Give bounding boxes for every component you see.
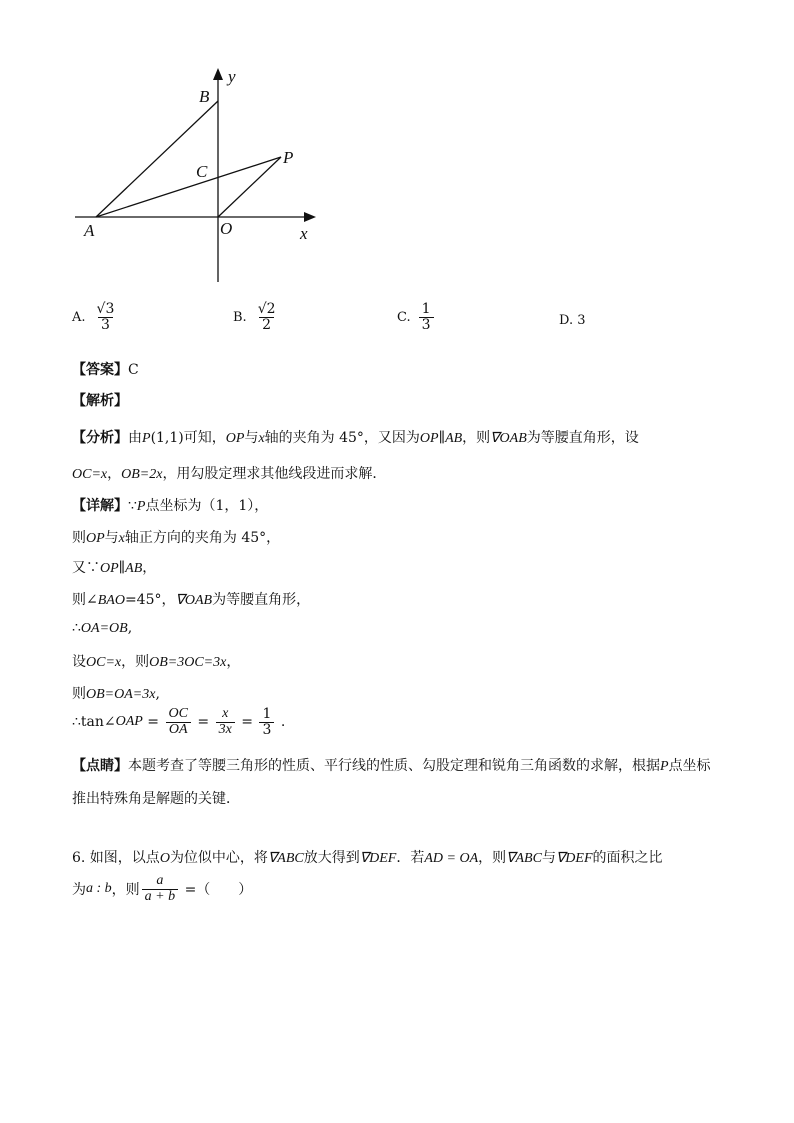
option-c-num: 1 xyxy=(421,301,431,317)
q6-def: ∇DEF xyxy=(359,851,397,866)
detail-line5 xyxy=(72,620,132,637)
label-x: x xyxy=(300,224,308,243)
fenxi-line1 xyxy=(72,427,639,447)
fenxi-t7: 为等腰直角形，设 xyxy=(526,430,639,446)
segment-ap xyxy=(96,157,281,217)
detail-l3-ab: AB xyxy=(125,561,143,576)
fenxi-op: OP xyxy=(225,431,245,446)
fenxi-par: ∥ xyxy=(438,430,446,446)
option-c-fraction xyxy=(419,302,434,332)
detail-l6-t2: ，则 xyxy=(121,654,150,670)
option-b-label: B. xyxy=(233,309,247,325)
frac3-num: 1 xyxy=(262,706,272,722)
fenxi-tri: ∇OAB xyxy=(490,431,527,446)
fenxi-op2: OP xyxy=(419,431,439,446)
detail-l6-ob: OB=3OC=3x xyxy=(149,655,227,670)
detail-l8-oap: OAP xyxy=(115,714,143,730)
analysis-tag: 【解析】 xyxy=(72,393,128,409)
detail-tag: 【详解】 xyxy=(72,498,128,514)
detail-l2-op: OP xyxy=(86,531,105,546)
q6-t3: 放大得到 xyxy=(303,850,360,866)
q6-line2 xyxy=(72,874,252,904)
detail-line7 xyxy=(72,683,160,703)
q6-def2: ∇DEF xyxy=(555,851,593,866)
coordinate-figure xyxy=(70,62,330,287)
q6-l2-t2: ，则 xyxy=(111,882,140,899)
option-a xyxy=(72,302,119,332)
frac2-den: 3x xyxy=(216,722,235,738)
q6-abc2: ∇ABC xyxy=(506,851,542,866)
detail-l2-t2: 与 xyxy=(104,530,119,546)
detail-l7-t1: 则 xyxy=(72,686,86,702)
fenxi-t4: 与 xyxy=(244,430,259,446)
q6-t1: 6. 如图，以点 xyxy=(72,850,160,866)
option-b-den: 2 xyxy=(259,317,274,333)
fenxi-sep: ， xyxy=(107,466,122,482)
detail-l2-t3: 轴正方向的夹角为 45°， xyxy=(124,530,281,546)
frac2-num: x xyxy=(222,706,229,721)
detail-l1-t1: ∵ xyxy=(128,498,137,514)
fenxi-ab: AB xyxy=(445,431,463,446)
fenxi-t6: ，则 xyxy=(462,430,491,446)
option-a-num: √3 xyxy=(96,301,115,317)
option-c-den: 3 xyxy=(419,317,434,333)
detail-l2-x: x xyxy=(118,531,125,546)
detail-l5-t2: , xyxy=(127,620,133,636)
detail-l7-eq: OB=OA=3x xyxy=(86,687,156,702)
detail-l8-frac3 xyxy=(259,707,274,737)
detail-line4 xyxy=(72,589,310,609)
detail-l4-t3: 为等腰直角形， xyxy=(212,592,311,608)
detail-l3-op: OP xyxy=(100,561,119,576)
q6-frac-num: a xyxy=(156,873,164,888)
option-a-den: 3 xyxy=(98,317,113,333)
detail-l6-t3: ， xyxy=(226,654,241,670)
dianjing-line1 xyxy=(72,755,711,775)
frac1-num: OC xyxy=(168,706,188,721)
fenxi-line2 xyxy=(72,463,386,483)
detail-l3-t1: 又∵ xyxy=(72,560,100,576)
segment-ab xyxy=(96,101,218,217)
label-p: P xyxy=(283,148,294,167)
detail-l8-frac2 xyxy=(216,707,235,737)
q6-fraction xyxy=(142,874,178,904)
detail-l2-t1: 则 xyxy=(72,530,86,546)
detail-l8-frac1 xyxy=(166,707,191,737)
option-b-num: √2 xyxy=(257,301,276,317)
option-d-label: D. 3 xyxy=(559,313,586,328)
detail-l5-eq: OA=OB xyxy=(80,621,128,636)
fenxi-x: x xyxy=(258,431,265,446)
detail-l8-eq3: = xyxy=(236,714,258,731)
fenxi-t2: (1,1) xyxy=(150,430,184,446)
q6-frac-den: a + b xyxy=(142,889,178,905)
detail-l4-t1: 则∠ xyxy=(72,592,98,608)
detail-l8-t1: ∴tan∠ xyxy=(72,714,116,731)
q6-l2-t1: 为 xyxy=(72,882,86,899)
detail-line1 xyxy=(72,495,268,515)
q6-t4: ．若 xyxy=(396,850,425,866)
q6-l2-t3: =（ ） xyxy=(180,882,253,899)
fenxi-t: ，用勾股定理求其他线段进而求解． xyxy=(162,466,387,482)
segment-op xyxy=(218,157,281,217)
dianjing-1a: 本题考查了等腰三角形的性质、平行线的性质、勾股定理和锐角三角函数的求解，根据 xyxy=(128,758,660,774)
dianjing-p: P xyxy=(660,759,669,774)
fenxi-tag: 【分析】 xyxy=(72,430,128,446)
option-b-fraction xyxy=(255,302,279,332)
fenxi-t3: 可知， xyxy=(183,430,226,446)
q6-t6: 与 xyxy=(541,850,556,866)
detail-l8-end: . xyxy=(276,714,286,731)
answer-line xyxy=(72,359,139,379)
answer-value: C xyxy=(128,362,139,378)
option-d xyxy=(559,313,586,328)
dianjing-line2: 推出特殊角是解题的关键． xyxy=(72,791,240,807)
label-b: B xyxy=(199,87,210,106)
detail-l6-t1: 设 xyxy=(72,654,86,670)
detail-line6 xyxy=(72,651,240,671)
dianjing-tag: 【点睛】 xyxy=(72,758,128,774)
option-b xyxy=(233,302,281,332)
detail-l4-bao: BAO xyxy=(97,593,125,608)
detail-l1-t2: 点坐标为（1，1）， xyxy=(145,498,269,514)
option-c-label: C. xyxy=(397,309,411,325)
label-c: C xyxy=(196,162,208,181)
frac3-den: 3 xyxy=(259,722,274,738)
dianjing-1b: 点坐标 xyxy=(668,758,711,774)
q6-t2: 为位似中心，将 xyxy=(169,850,268,866)
q6-abc: ∇ABC xyxy=(267,851,304,866)
detail-line3 xyxy=(72,557,156,577)
y-axis-arrow xyxy=(213,68,223,80)
label-y: y xyxy=(228,67,236,86)
detail-line8 xyxy=(72,707,285,737)
answer-tag: 【答案】 xyxy=(72,362,128,378)
q6-t5: ，则 xyxy=(478,850,507,866)
q6-ab: a : b xyxy=(86,881,112,897)
q6-eq: AD = OA xyxy=(424,851,479,866)
detail-l6-oc: OC=x xyxy=(86,655,122,670)
detail-l5-t1: ∴ xyxy=(72,620,81,636)
detail-l8-eq: = xyxy=(142,714,164,731)
fenxi-t1: 由 xyxy=(128,430,142,446)
detail-l3-t2: ， xyxy=(142,560,157,576)
detail-l3-par: ∥ xyxy=(118,560,126,576)
fenxi-oc: OC=x xyxy=(72,467,108,482)
fenxi-p: P xyxy=(142,431,151,446)
detail-l7-t2: , xyxy=(155,686,160,702)
option-c xyxy=(397,302,436,332)
option-a-label: A. xyxy=(72,309,86,325)
label-o: O xyxy=(220,219,233,238)
q6-o: O xyxy=(159,851,170,866)
detail-l4-tri: ∇OAB xyxy=(175,593,213,608)
q6-line1 xyxy=(72,847,663,867)
q6-t7: 的面积之比 xyxy=(592,850,663,866)
detail-l4-t2: =45°， xyxy=(124,592,176,608)
option-a-fraction xyxy=(94,302,118,332)
frac1-den: OA xyxy=(166,722,191,738)
detail-line2 xyxy=(72,527,280,547)
detail-l1-p: P xyxy=(136,499,146,514)
x-axis-arrow xyxy=(304,212,316,222)
fenxi-ob: OB=2x xyxy=(121,467,163,482)
detail-l8-eq2: = xyxy=(192,714,214,731)
label-a: A xyxy=(84,221,95,240)
fenxi-t5: 轴的夹角为 45°，又因为 xyxy=(264,430,420,446)
